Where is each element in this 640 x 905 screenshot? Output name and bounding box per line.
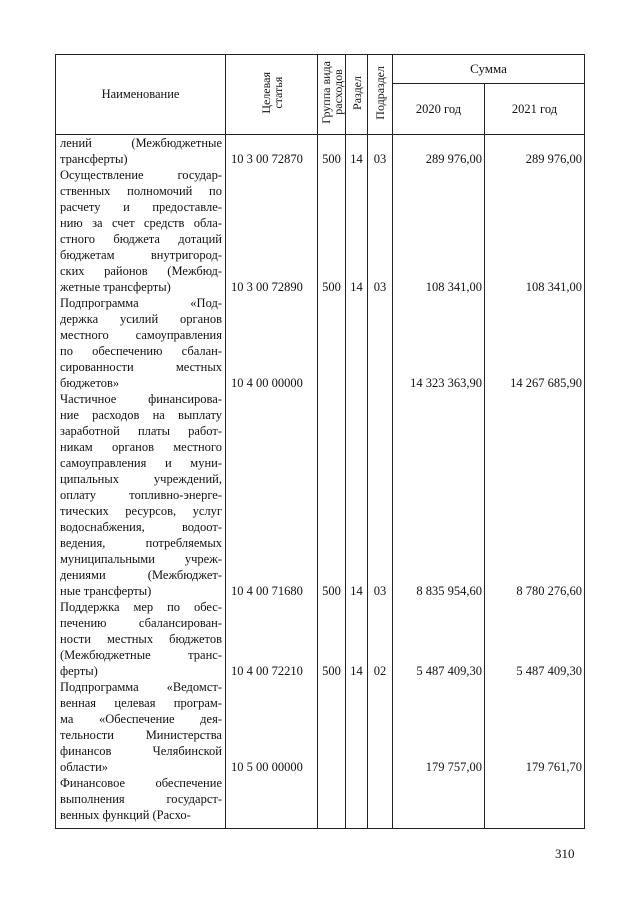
column-header-name-label: Наименование [101, 87, 180, 101]
row-name-line: жетные трансферты) [60, 280, 171, 294]
row-name-line: местного самоуправления [60, 328, 222, 342]
column-header-expense-group-label: Группа вида расходов [318, 61, 345, 124]
row-name-line: Осуществление государ- [60, 168, 222, 182]
row-name-line: (Межбюджетные транс- [60, 648, 222, 662]
row-name-line: ципальных учреждений, [60, 472, 222, 486]
row-name-line: выполнения государст- [60, 792, 222, 806]
row-name-line: заработной платы работ- [60, 424, 222, 438]
row-name-line: муниципальными учреж- [60, 552, 222, 566]
page-number: 310 [555, 846, 575, 861]
column-header-expense-group [318, 55, 346, 135]
row-name-line: финансов Челябинской [60, 744, 222, 758]
row-subsection [368, 807, 392, 823]
row-name-line: тельности Министерства [60, 728, 222, 742]
row-name-line: оплату топливно-энерге- [60, 488, 222, 502]
row-subsection: 03 [373, 584, 387, 598]
row-subsection: 03 [373, 152, 387, 166]
row-name-line: ма «Обеспечение дея- [60, 712, 222, 726]
row-name-line: ные трансферты) [60, 584, 152, 598]
row-name-line: Подпрограмма «Под- [60, 296, 222, 310]
row-name-line: ние расходов на выплату [60, 408, 222, 422]
row-sum-2021 [485, 807, 584, 823]
row-target-article [231, 807, 317, 823]
row-sum-2020: 179 757,00 [425, 760, 482, 774]
column-header-target-article [226, 55, 318, 135]
row-name-line: трансферты) [60, 152, 128, 166]
row-name-line: ности местных бюджетов [60, 632, 222, 646]
table-body-row [56, 135, 585, 829]
row-name-line: сированности местных [60, 360, 222, 374]
row-sum-2021: 14 267 685,90 [510, 376, 582, 390]
row-name-line: тических ресурсов, услуг [60, 504, 222, 518]
row-name-line: области» [60, 760, 109, 774]
row-name-line: держка усилий органов [60, 312, 222, 326]
row-expense-group: 500 [322, 280, 341, 294]
column-header-target-article-label: Целевая статья [258, 71, 285, 114]
row-sum-2021: 108 341,00 [525, 280, 582, 294]
row-target-article: 10 4 00 72210 [231, 664, 303, 678]
row-subsection [368, 375, 392, 391]
column-header-2020-label: 2020 год [415, 101, 462, 116]
row-target-article: 10 4 00 00000 [231, 376, 303, 390]
row-sum-2020: 8 835 954,60 [416, 584, 482, 598]
row-name-line: печению сбалансирован- [60, 616, 222, 630]
group-column [318, 135, 345, 828]
row-subsection: 02 [373, 664, 387, 678]
row-name-line: венная целевая програм- [60, 696, 222, 710]
row-expense-group: 500 [322, 152, 341, 166]
row-expense-group: 500 [322, 664, 341, 678]
row-name-line: никам органов местного [60, 440, 222, 454]
row-name-line: бюджетов» [60, 376, 120, 390]
row-name-line: стного бюджета дотаций [60, 232, 222, 246]
column-header-sum-label: Сумма [470, 61, 507, 76]
row-name-line: лений (Межбюджетные [60, 136, 222, 150]
row-section: 14 [350, 584, 363, 598]
column-header-section-label: Раздел [349, 75, 364, 110]
row-expense-group [318, 759, 345, 775]
sum-2020-column [393, 135, 484, 828]
column-header-2021-label: 2021 год [511, 101, 558, 116]
row-sum-2021: 5 487 409,30 [516, 664, 582, 678]
subsection-column [368, 135, 392, 828]
row-name-line: Поддержка мер по обес- [60, 600, 222, 614]
row-sum-2020: 14 323 363,90 [410, 376, 482, 390]
row-section: 14 [350, 152, 363, 166]
row-name-line: самоуправления и муни- [60, 456, 222, 470]
row-name-line: водоснабжения, водоот- [60, 520, 222, 534]
row-target-article: 10 3 00 72890 [231, 280, 303, 294]
row-sum-2021: 8 780 276,60 [516, 584, 582, 598]
row-expense-group: 500 [322, 584, 341, 598]
row-section: 14 [350, 664, 363, 678]
row-section [346, 759, 367, 775]
row-name-line: расчету и предоставле- [60, 200, 222, 214]
column-header-name [56, 55, 226, 135]
row-sum-2020: 108 341,00 [425, 280, 482, 294]
sum-2021-column [485, 135, 584, 828]
row-target-article: 10 4 00 71680 [231, 584, 303, 598]
row-section [346, 807, 367, 823]
row-name-line: ских районов (Межбюд- [60, 264, 222, 278]
column-header-section [346, 55, 368, 135]
row-name-line: венных функций (Расхо- [60, 808, 191, 822]
row-name-line: бюджетам внутригород- [60, 248, 222, 262]
column-header-2021 [485, 84, 585, 135]
row-name-line: ведения, потребляемых [60, 536, 222, 550]
budget-table [55, 54, 585, 829]
row-expense-group [318, 375, 345, 391]
row-section: 14 [350, 280, 363, 294]
column-header-2020 [393, 84, 485, 135]
row-name-line: Подпрограмма «Ведомст- [60, 680, 222, 694]
name-column [56, 135, 225, 828]
row-name-line: ственных полномочий по [60, 184, 222, 198]
row-name-line: по обеспечению сбалан- [60, 344, 222, 358]
row-sum-2020: 5 487 409,30 [416, 664, 482, 678]
column-header-subsection [368, 55, 393, 135]
row-sum-2021: 179 761,70 [525, 760, 582, 774]
row-name-line: Частичное финансирова- [60, 392, 222, 406]
row-section [346, 375, 367, 391]
section-column [346, 135, 367, 828]
row-subsection: 03 [373, 280, 387, 294]
column-header-sum [393, 55, 585, 84]
row-name-line: нию за счет средств обла- [60, 216, 222, 230]
row-name-line: дениями (Межбюджет- [60, 568, 222, 582]
row-expense-group [318, 807, 345, 823]
row-name-line: Финансовое обеспечение [60, 776, 222, 790]
row-sum-2020 [393, 807, 484, 823]
row-subsection [368, 759, 392, 775]
row-sum-2021: 289 976,00 [525, 152, 582, 166]
column-header-subsection-label: Подраздел [373, 65, 387, 120]
row-name-line: ферты) [60, 664, 98, 678]
row-target-article: 10 5 00 00000 [231, 760, 303, 774]
row-sum-2020: 289 976,00 [425, 152, 482, 166]
code-column [226, 135, 317, 828]
row-target-article: 10 3 00 72870 [231, 152, 303, 166]
